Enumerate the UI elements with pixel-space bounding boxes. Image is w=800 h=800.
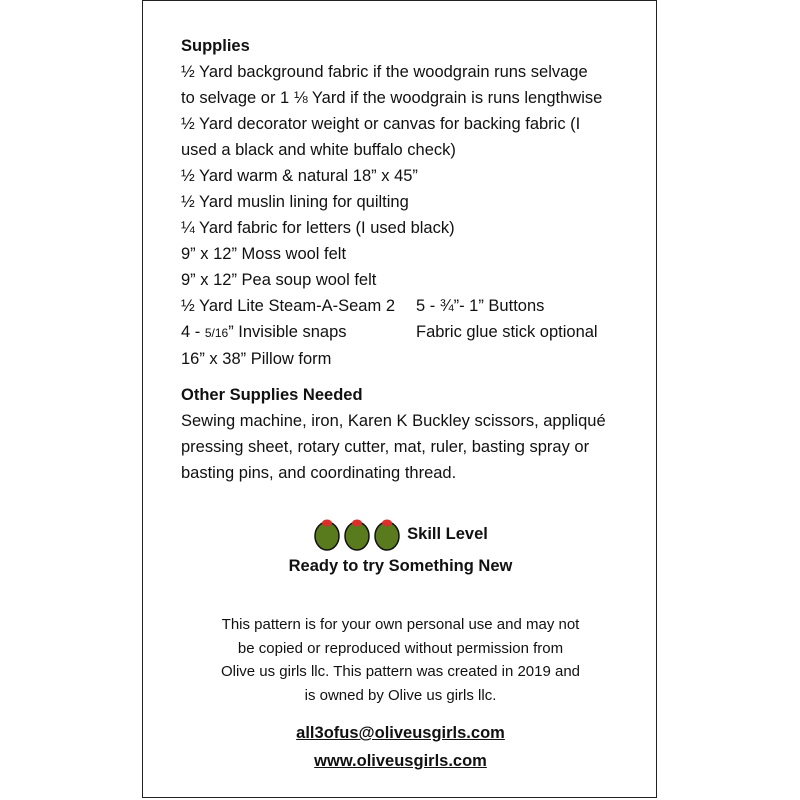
notice-line: Olive us girls llc. This pattern was created in 2019 and <box>220 663 581 680</box>
pattern-card <box>142 0 657 798</box>
notice-line: This pattern is for your own personal use and may not <box>221 616 580 633</box>
supply-row <box>181 293 641 319</box>
supply-line: 9” x 12” Pea soup wool felt <box>181 271 377 289</box>
website-link[interactable]: www.oliveusgirls.com <box>314 752 487 770</box>
supply-line: ½ Yard Lite Steam-A-Seam 2 <box>181 297 395 315</box>
supply-line: used a black and white buffalo check) <box>181 141 456 159</box>
supply-line <box>181 319 416 346</box>
notice-line: be copied or reproduced without permission from <box>237 639 564 657</box>
supply-line: 9” x 12” Moss wool felt <box>181 245 347 263</box>
other-supply-line: pressing sheet, rotary cutter, mat, ruler, basting spray or <box>181 438 590 456</box>
notice-line: is owned by Olive us girls llc. <box>304 686 497 704</box>
snap-label: ” Invisible snaps <box>228 323 347 341</box>
supplies-section <box>181 33 641 486</box>
supply-line: ½ Yard background fabric if the woodgrain runs selvage <box>181 63 588 81</box>
supply-row <box>181 319 641 346</box>
snap-count: 4 - <box>181 323 205 341</box>
supply-line: ½ Yard muslin lining for quilting <box>181 193 409 211</box>
skill-level-section <box>143 517 658 576</box>
supply-line: 16” x 38” Pillow form <box>181 350 332 368</box>
supplies-heading: Supplies <box>181 37 250 55</box>
olive-icon <box>343 517 371 551</box>
skill-level-description: Ready to try Something New <box>288 557 513 575</box>
supply-line: ¼ Yard fabric for letters (I used black) <box>181 219 455 237</box>
email-link[interactable]: all3ofus@oliveusgirls.com <box>296 724 505 742</box>
olive-icon <box>313 517 341 551</box>
supply-line: ½ Yard warm & natural 18” x 45” <box>181 167 418 185</box>
supply-line: Fabric glue stick optional <box>416 323 598 341</box>
other-supplies-heading: Other Supplies Needed <box>181 386 363 404</box>
contact-links <box>143 719 658 775</box>
supply-line: to selvage or 1 ⅛ Yard if the woodgrain is runs lengthwise <box>181 89 603 107</box>
other-supply-line: Sewing machine, iron, Karen K Buckley scissors, appliqué <box>181 412 606 430</box>
skill-level-row <box>143 517 658 551</box>
olive-icon <box>373 517 401 551</box>
copyright-notice <box>143 613 658 707</box>
other-supply-line: basting pins, and coordinating thread. <box>181 464 457 482</box>
supply-line: 5 - ¾”- 1” Buttons <box>416 297 545 315</box>
other-supplies-section <box>181 382 641 486</box>
supply-line: ½ Yard decorator weight or canvas for backing fabric (I <box>181 115 581 133</box>
skill-level-label: Skill Level <box>407 524 488 543</box>
snap-fraction: 5/16 <box>204 326 229 340</box>
